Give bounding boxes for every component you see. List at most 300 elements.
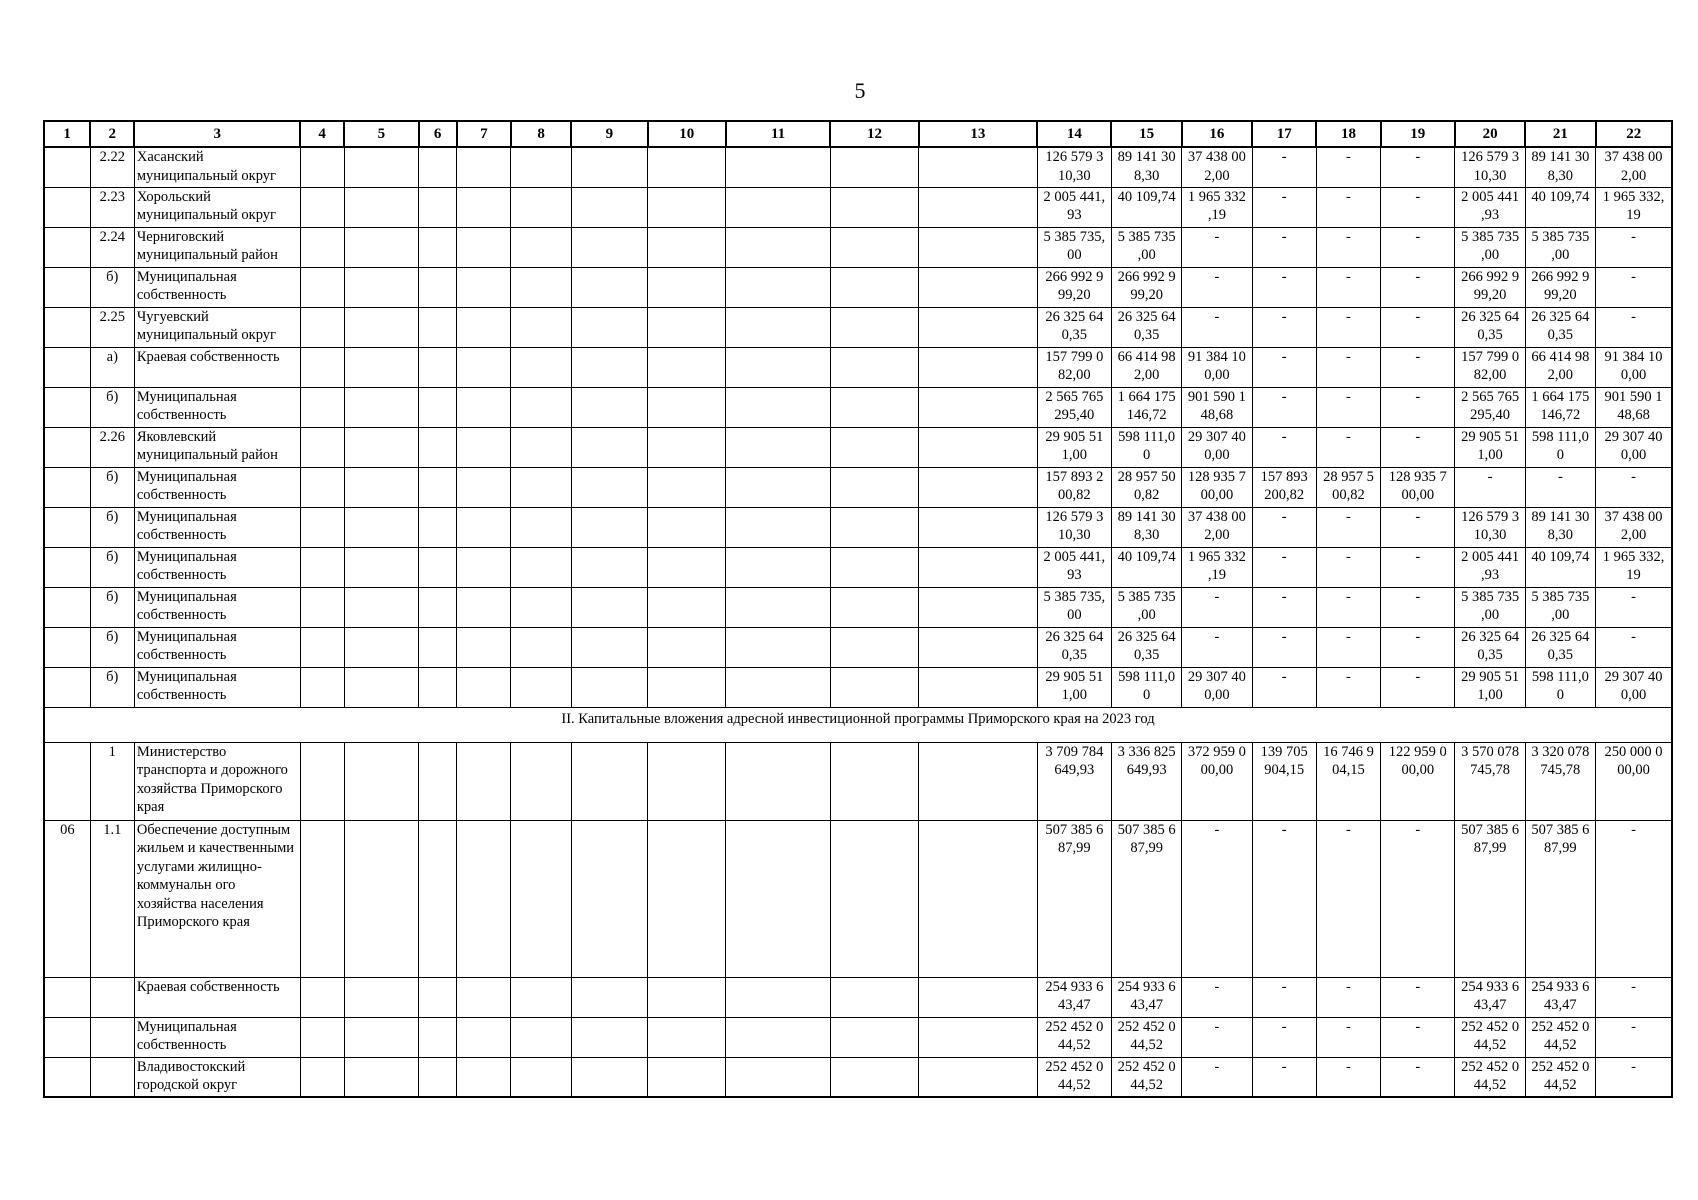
- table-cell: [457, 1057, 511, 1097]
- table-row: [44, 547, 1672, 587]
- table-cell: [648, 627, 726, 667]
- table-cell: б): [90, 387, 134, 427]
- table-cell: [457, 1017, 511, 1057]
- table-cell: [300, 267, 344, 307]
- table-cell: [344, 1057, 418, 1097]
- table-cell: [457, 427, 511, 467]
- table-cell: [919, 627, 1038, 667]
- table-cell: -: [1525, 467, 1595, 507]
- table-cell: -: [1381, 227, 1455, 267]
- table-cell: [830, 547, 918, 587]
- table-cell: -: [1596, 627, 1672, 667]
- table-cell: [726, 267, 830, 307]
- table-cell: 29 307 40 0,00: [1182, 667, 1252, 707]
- column-header: 15: [1111, 121, 1181, 147]
- table-header-row: [44, 121, 1672, 147]
- table-cell: -: [1252, 587, 1316, 627]
- table-cell: [919, 1017, 1038, 1057]
- table-cell: [726, 627, 830, 667]
- table-cell: 5 385 735 ,00: [1111, 227, 1181, 267]
- table-cell: [726, 227, 830, 267]
- table-cell: [830, 587, 918, 627]
- table-cell: 252 452 0 44,52: [1525, 1017, 1595, 1057]
- column-header: 4: [300, 121, 344, 147]
- table-cell: Муниципальная собственность: [134, 627, 300, 667]
- table-cell: -: [1316, 427, 1380, 467]
- table-cell: [44, 307, 90, 347]
- table-row: [44, 742, 1672, 820]
- table-cell: [300, 227, 344, 267]
- table-cell: [919, 147, 1038, 187]
- table-cell: [419, 467, 457, 507]
- table-cell: [919, 667, 1038, 707]
- table-cell: [648, 387, 726, 427]
- table-cell: б): [90, 627, 134, 667]
- table-cell: -: [1316, 187, 1380, 227]
- table-cell: [830, 667, 918, 707]
- table-cell: [419, 387, 457, 427]
- table-row: [44, 307, 1672, 347]
- table-cell: -: [1182, 1057, 1252, 1097]
- table-cell: [511, 742, 571, 820]
- table-cell: 254 933 6 43,47: [1111, 977, 1181, 1017]
- table-cell: [830, 742, 918, 820]
- table-cell: -: [1182, 627, 1252, 667]
- table-cell: [44, 742, 90, 820]
- table-cell: [344, 547, 418, 587]
- table-cell: -: [1316, 1057, 1380, 1097]
- table-cell: [457, 307, 511, 347]
- table-cell: [511, 387, 571, 427]
- table-cell: [90, 977, 134, 1017]
- table-cell: -: [1596, 1057, 1672, 1097]
- table-cell: 89 141 30 8,30: [1111, 507, 1181, 547]
- column-header: 18: [1316, 121, 1380, 147]
- table-cell: [511, 1017, 571, 1057]
- table-cell: [571, 147, 647, 187]
- table-cell: 139 705 904,15: [1252, 742, 1316, 820]
- table-cell: [726, 547, 830, 587]
- table-cell: 507 385 6 87,99: [1525, 820, 1595, 977]
- table-cell: 40 109,74: [1111, 187, 1181, 227]
- table-cell: [419, 307, 457, 347]
- table-cell: -: [1252, 267, 1316, 307]
- table-cell: -: [1316, 627, 1380, 667]
- table-cell: Яковлевский муниципальный район: [134, 427, 300, 467]
- table-cell: [648, 147, 726, 187]
- page-number: 5: [854, 78, 866, 103]
- table-cell: 1 664 175 146,72: [1525, 387, 1595, 427]
- table-cell: -: [1182, 267, 1252, 307]
- table-cell: 128 935 7 00,00: [1182, 467, 1252, 507]
- table-cell: [457, 387, 511, 427]
- table-cell: [44, 187, 90, 227]
- table-cell: [571, 1057, 647, 1097]
- table-cell: [830, 467, 918, 507]
- table-cell: [919, 187, 1038, 227]
- table-cell: [571, 507, 647, 547]
- table-cell: [648, 427, 726, 467]
- table-cell: -: [1252, 347, 1316, 387]
- table-cell: [919, 227, 1038, 267]
- table-cell: [300, 187, 344, 227]
- table-cell: [457, 977, 511, 1017]
- table-cell: 29 905 51 1,00: [1455, 427, 1525, 467]
- table-cell: б): [90, 667, 134, 707]
- table-cell: [300, 507, 344, 547]
- table-cell: [457, 467, 511, 507]
- table-cell: [511, 507, 571, 547]
- table-cell: 66 414 98 2,00: [1525, 347, 1595, 387]
- table-cell: [571, 187, 647, 227]
- table-cell: [648, 667, 726, 707]
- table-cell: Черниговский муниципальный район: [134, 227, 300, 267]
- table-row: [44, 347, 1672, 387]
- table-cell: [419, 547, 457, 587]
- table-cell: 128 935 7 00,00: [1381, 467, 1455, 507]
- table-cell: [344, 820, 418, 977]
- table-cell: -: [1252, 147, 1316, 187]
- table-cell: -: [1316, 267, 1380, 307]
- table-cell: Чугуевский муниципальный округ: [134, 307, 300, 347]
- section-row: [44, 707, 1672, 742]
- table-cell: 598 111,0 0: [1111, 667, 1181, 707]
- table-cell: [44, 467, 90, 507]
- table-cell: [726, 427, 830, 467]
- table-cell: [44, 627, 90, 667]
- table-cell: [648, 742, 726, 820]
- table-cell: 26 325 64 0,35: [1525, 627, 1595, 667]
- table-cell: [648, 977, 726, 1017]
- table-cell: -: [1455, 467, 1525, 507]
- table-cell: 3 320 078 745,78: [1525, 742, 1595, 820]
- column-header: 20: [1455, 121, 1525, 147]
- table-cell: [344, 667, 418, 707]
- table-cell: 3 570 078 745,78: [1455, 742, 1525, 820]
- table-cell: -: [1381, 307, 1455, 347]
- table-cell: [726, 307, 830, 347]
- table-cell: [830, 227, 918, 267]
- table-row: [44, 667, 1672, 707]
- table-cell: [726, 1057, 830, 1097]
- table-cell: 29 905 51 1,00: [1037, 667, 1111, 707]
- table-cell: [571, 977, 647, 1017]
- table-cell: 252 452 0 44,52: [1455, 1057, 1525, 1097]
- table-cell: б): [90, 267, 134, 307]
- table-cell: 29 307 40 0,00: [1596, 427, 1672, 467]
- table-cell: -: [1381, 977, 1455, 1017]
- table-cell: [300, 427, 344, 467]
- table-cell: [919, 307, 1038, 347]
- column-header: 16: [1182, 121, 1252, 147]
- table-cell: [571, 227, 647, 267]
- table-cell: 37 438 00 2,00: [1596, 147, 1672, 187]
- table-cell: 40 109,74: [1111, 547, 1181, 587]
- table-cell: [919, 267, 1038, 307]
- table-cell: [726, 1017, 830, 1057]
- table-cell: [726, 387, 830, 427]
- table-cell: [919, 1057, 1038, 1097]
- column-header: 8: [511, 121, 571, 147]
- table-cell: 3 336 825 649,93: [1111, 742, 1181, 820]
- table-cell: 28 957 50 0,82: [1111, 467, 1181, 507]
- table-cell: [344, 347, 418, 387]
- table-cell: [457, 627, 511, 667]
- column-header: 1: [44, 121, 90, 147]
- table-cell: 1: [90, 742, 134, 820]
- table-cell: [300, 347, 344, 387]
- table-cell: -: [1252, 387, 1316, 427]
- table-cell: 2 005 441, 93: [1037, 547, 1111, 587]
- table-cell: а): [90, 347, 134, 387]
- table-cell: 26 325 64 0,35: [1111, 307, 1181, 347]
- table-cell: [300, 307, 344, 347]
- table-cell: 5 385 735 ,00: [1525, 587, 1595, 627]
- table-cell: [726, 667, 830, 707]
- table-cell: 2.23: [90, 187, 134, 227]
- table-cell: Муниципальная собственность: [134, 467, 300, 507]
- table-cell: -: [1316, 307, 1380, 347]
- table-cell: -: [1252, 667, 1316, 707]
- table-cell: б): [90, 467, 134, 507]
- table-cell: [511, 467, 571, 507]
- table-cell: [648, 187, 726, 227]
- column-header: 9: [571, 121, 647, 147]
- table-cell: [44, 507, 90, 547]
- table-cell: [830, 627, 918, 667]
- table-cell: [457, 587, 511, 627]
- table-cell: [457, 187, 511, 227]
- table-cell: -: [1596, 1017, 1672, 1057]
- table-cell: [571, 742, 647, 820]
- table-row: [44, 507, 1672, 547]
- table-cell: [511, 187, 571, 227]
- column-header: 11: [726, 121, 830, 147]
- table-cell: б): [90, 547, 134, 587]
- table-cell: Краевая собственность: [134, 977, 300, 1017]
- table-cell: [300, 627, 344, 667]
- table-cell: Муниципальная собственность: [134, 1017, 300, 1057]
- table-cell: [44, 977, 90, 1017]
- table-cell: [300, 587, 344, 627]
- table-cell: 254 933 6 43,47: [1525, 977, 1595, 1017]
- table-cell: -: [1381, 267, 1455, 307]
- table-cell: -: [1381, 587, 1455, 627]
- table-cell: 2.26: [90, 427, 134, 467]
- table-cell: -: [1316, 977, 1380, 1017]
- table-cell: [648, 267, 726, 307]
- table-cell: -: [1596, 977, 1672, 1017]
- table-cell: 06: [44, 820, 90, 977]
- table-cell: 1.1: [90, 820, 134, 977]
- table-cell: -: [1596, 587, 1672, 627]
- table-cell: [457, 820, 511, 977]
- table-cell: 252 452 0 44,52: [1525, 1057, 1595, 1097]
- table-cell: [511, 307, 571, 347]
- table-cell: [344, 1017, 418, 1057]
- table-cell: 5 385 735 ,00: [1111, 587, 1181, 627]
- table-row: [44, 1017, 1672, 1057]
- table-cell: [44, 667, 90, 707]
- table-cell: 5 385 735, 00: [1037, 587, 1111, 627]
- table-cell: [419, 1017, 457, 1057]
- table-cell: 26 325 64 0,35: [1111, 627, 1181, 667]
- table-cell: [726, 977, 830, 1017]
- table-cell: 66 414 98 2,00: [1111, 347, 1181, 387]
- table-cell: 598 111,0 0: [1525, 667, 1595, 707]
- table-cell: -: [1316, 387, 1380, 427]
- table-cell: [344, 187, 418, 227]
- table-cell: [44, 147, 90, 187]
- table-cell: -: [1182, 977, 1252, 1017]
- column-header: 10: [648, 121, 726, 147]
- table-cell: -: [1596, 467, 1672, 507]
- table-cell: [300, 147, 344, 187]
- table-cell: 89 141 30 8,30: [1111, 147, 1181, 187]
- column-header: 5: [344, 121, 418, 147]
- table-cell: [44, 547, 90, 587]
- table-cell: [90, 1057, 134, 1097]
- table-cell: [511, 427, 571, 467]
- table-cell: -: [1316, 507, 1380, 547]
- table-cell: 250 000 0 00,00: [1596, 742, 1672, 820]
- table-cell: 91 384 10 0,00: [1182, 347, 1252, 387]
- table-cell: [571, 427, 647, 467]
- table-cell: 598 111,0 0: [1111, 427, 1181, 467]
- table-cell: 372 959 0 00,00: [1182, 742, 1252, 820]
- table-cell: [44, 387, 90, 427]
- table-cell: [44, 1017, 90, 1057]
- table-cell: [571, 820, 647, 977]
- table-cell: 89 141 30 8,30: [1525, 147, 1595, 187]
- table-cell: -: [1182, 1017, 1252, 1057]
- table-cell: [457, 147, 511, 187]
- table-cell: [419, 977, 457, 1017]
- table-cell: -: [1316, 147, 1380, 187]
- table-cell: 29 307 40 0,00: [1182, 427, 1252, 467]
- table-cell: [648, 1017, 726, 1057]
- table-cell: [419, 427, 457, 467]
- table-cell: -: [1596, 820, 1672, 977]
- table-cell: Муниципальная собственность: [134, 547, 300, 587]
- table-cell: [511, 667, 571, 707]
- table-cell: -: [1182, 587, 1252, 627]
- table-cell: [919, 742, 1038, 820]
- table-cell: [344, 427, 418, 467]
- table-cell: 26 325 64 0,35: [1525, 307, 1595, 347]
- table-cell: 157 893 200,82: [1252, 467, 1316, 507]
- table-cell: [419, 587, 457, 627]
- table-cell: 1 965 332, 19: [1596, 187, 1672, 227]
- table-cell: [511, 227, 571, 267]
- table-cell: 37 438 00 2,00: [1182, 507, 1252, 547]
- table-cell: [419, 347, 457, 387]
- table-cell: 2 565 765 295,40: [1455, 387, 1525, 427]
- table-cell: Обеспечение доступным жильем и качественными услугами жилищно-коммунальн ого хозяйства населения Приморского края: [134, 820, 300, 977]
- table-cell: [457, 347, 511, 387]
- table-cell: -: [1381, 820, 1455, 977]
- table-cell: [300, 467, 344, 507]
- table-cell: -: [1252, 187, 1316, 227]
- table-cell: [571, 547, 647, 587]
- table-cell: 252 452 0 44,52: [1111, 1017, 1181, 1057]
- table-cell: Муниципальная собственность: [134, 387, 300, 427]
- table-cell: [571, 627, 647, 667]
- table-cell: [726, 507, 830, 547]
- table-cell: [511, 627, 571, 667]
- table-cell: Муниципальная собственность: [134, 667, 300, 707]
- table-cell: [830, 267, 918, 307]
- table-cell: 2 005 441 ,93: [1455, 187, 1525, 227]
- table-cell: 1 965 332, 19: [1596, 547, 1672, 587]
- table-cell: 5 385 735 ,00: [1455, 587, 1525, 627]
- column-header: 2: [90, 121, 134, 147]
- table-cell: [726, 467, 830, 507]
- table-cell: [571, 587, 647, 627]
- table-cell: [511, 267, 571, 307]
- table-cell: [648, 467, 726, 507]
- table-cell: -: [1381, 347, 1455, 387]
- table-cell: 2 005 441 ,93: [1455, 547, 1525, 587]
- table-cell: 40 109,74: [1525, 187, 1595, 227]
- table-cell: 126 579 3 10,30: [1037, 147, 1111, 187]
- table-cell: 507 385 6 87,99: [1037, 820, 1111, 977]
- table-cell: [571, 307, 647, 347]
- table-cell: -: [1596, 307, 1672, 347]
- table-row: [44, 147, 1672, 187]
- table-cell: [511, 820, 571, 977]
- table-cell: 266 992 9 99,20: [1525, 267, 1595, 307]
- table-cell: 266 992 9 99,20: [1111, 267, 1181, 307]
- table-cell: [419, 227, 457, 267]
- table-cell: [344, 387, 418, 427]
- table-cell: [830, 387, 918, 427]
- table-cell: [344, 267, 418, 307]
- table-row: [44, 467, 1672, 507]
- table-cell: [648, 587, 726, 627]
- table-cell: [830, 147, 918, 187]
- table-cell: Владивостокский городской округ: [134, 1057, 300, 1097]
- table-row: [44, 977, 1672, 1017]
- table-cell: 2.25: [90, 307, 134, 347]
- table-cell: 28 957 5 00,82: [1316, 467, 1380, 507]
- table-cell: 122 959 0 00,00: [1381, 742, 1455, 820]
- table-cell: [919, 387, 1038, 427]
- table-cell: [726, 147, 830, 187]
- table-cell: 901 590 1 48,68: [1182, 387, 1252, 427]
- column-header: 3: [134, 121, 300, 147]
- table-cell: -: [1596, 267, 1672, 307]
- table-cell: [44, 1057, 90, 1097]
- table-cell: [830, 427, 918, 467]
- table-cell: 1 965 332 ,19: [1182, 547, 1252, 587]
- table-cell: [344, 467, 418, 507]
- table-cell: -: [1252, 977, 1316, 1017]
- table-cell: [457, 547, 511, 587]
- table-cell: -: [1252, 307, 1316, 347]
- table-cell: [919, 587, 1038, 627]
- table-cell: [419, 742, 457, 820]
- table-cell: -: [1381, 547, 1455, 587]
- table-cell: [300, 742, 344, 820]
- table-cell: [457, 267, 511, 307]
- table-cell: [44, 587, 90, 627]
- table-cell: [726, 820, 830, 977]
- table-cell: -: [1252, 1017, 1316, 1057]
- table-cell: [830, 187, 918, 227]
- table-cell: -: [1381, 1017, 1455, 1057]
- table-row: [44, 627, 1672, 667]
